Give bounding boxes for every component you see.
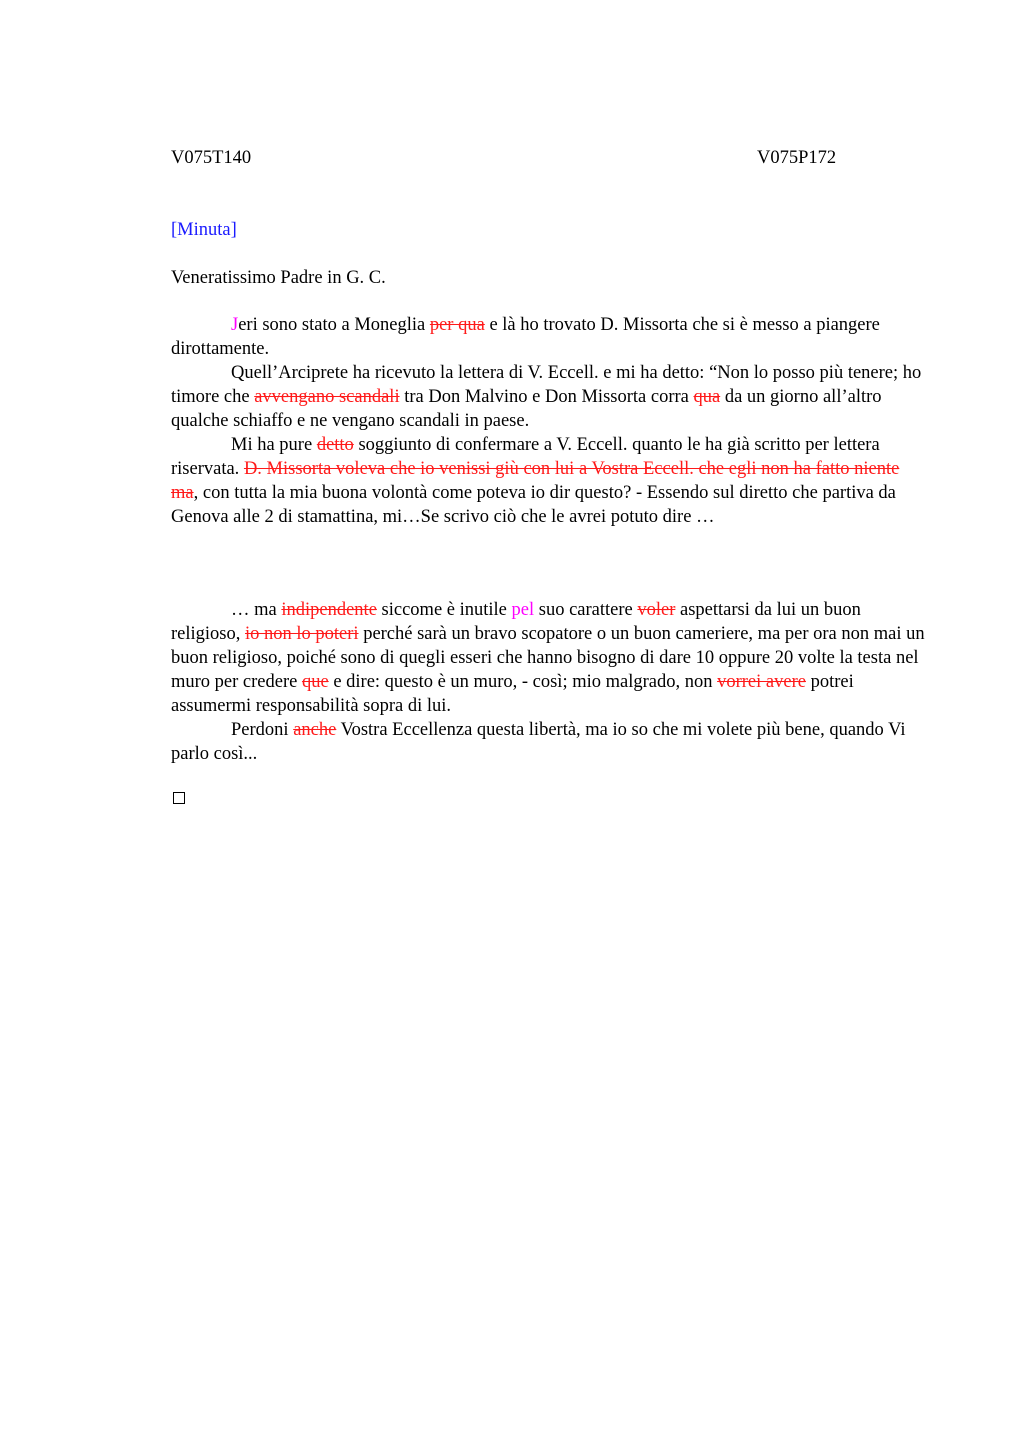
deleted-text: detto xyxy=(316,435,354,455)
paragraph-5: Perdoni anche Vostra Eccellenza questa libertà, ma io so che mi volete più bene, quando Vi parlo così... xyxy=(171,720,906,764)
deleted-text: avvengano scandali xyxy=(254,387,400,407)
paragraph-3: Mi ha pure detto soggiunto di confermare a V. Eccell. quanto le ha già scritto per lettera riservata. D. Missorta voleva che io venissi giù con lui a Vostra Eccell. che egli non ha fatto niente ma, con tutta la mia buona volontà come poteva io dir questo? - Essendo sul diretto che partiva da Genova alle 2 di stamattina, mi…Se scrivo ciò che le avrei potuto dire … xyxy=(171,435,900,527)
minuta-tag: [Minuta] xyxy=(171,220,237,240)
deleted-text: D. Missorta voleva che io venissi giù con lui a Vostra Eccell. che egli non ha fatto niente ma xyxy=(171,459,900,503)
deleted-text: io non lo poteri xyxy=(245,624,359,644)
salutation: Veneratissimo Padre in G. C. xyxy=(171,268,386,288)
paragraph-2: Quell’Arciprete ha ricevuto la lettera di V. Eccell. e mi ha detto: “Non lo posso più tenere; ho timore che avvengano scandali tra Don Malvino e Don Missorta corra qua da un giorno all’altro qualche schiaffo e ne vengano scandali in paese. xyxy=(171,363,922,431)
deleted-text: indipendente xyxy=(281,600,377,620)
deleted-text: vorrei avere xyxy=(717,672,806,692)
inserted-initial: J xyxy=(231,315,239,335)
end-marker-box-icon xyxy=(173,792,185,804)
document-code-left: V075T140 xyxy=(171,148,252,168)
inserted-text: pel xyxy=(511,600,535,620)
deleted-text: que xyxy=(301,672,329,692)
document-code-right: V075P172 xyxy=(757,148,837,168)
deleted-text: voler xyxy=(637,600,676,620)
deleted-text: anche xyxy=(293,720,337,740)
deleted-text: per qua xyxy=(429,315,485,335)
letter-body-part-1 xyxy=(171,313,931,529)
paragraph-1: Jeri sono stato a Moneglia per qua e là ho trovato D. Missorta che si è messo a piangere dirottamente. xyxy=(171,315,880,359)
paragraph-4: … ma indipendente siccome è inutile pel suo carattere voler aspettarsi da lui un buon religioso, io non lo poteri perché sarà un bravo scopatore o un buon cameriere, ma per ora non mai un buon religioso, poiché sono di quegli esseri che hanno bisogno di dare 10 oppure 20 volte la testa nel muro per credere que e dire: questo è un muro, - così; mio malgrado, non vorrei avere potrei assumermi responsabilità sopra di lui. xyxy=(171,600,925,716)
letter-body-part-2 xyxy=(171,598,931,766)
deleted-text: qua xyxy=(693,387,721,407)
